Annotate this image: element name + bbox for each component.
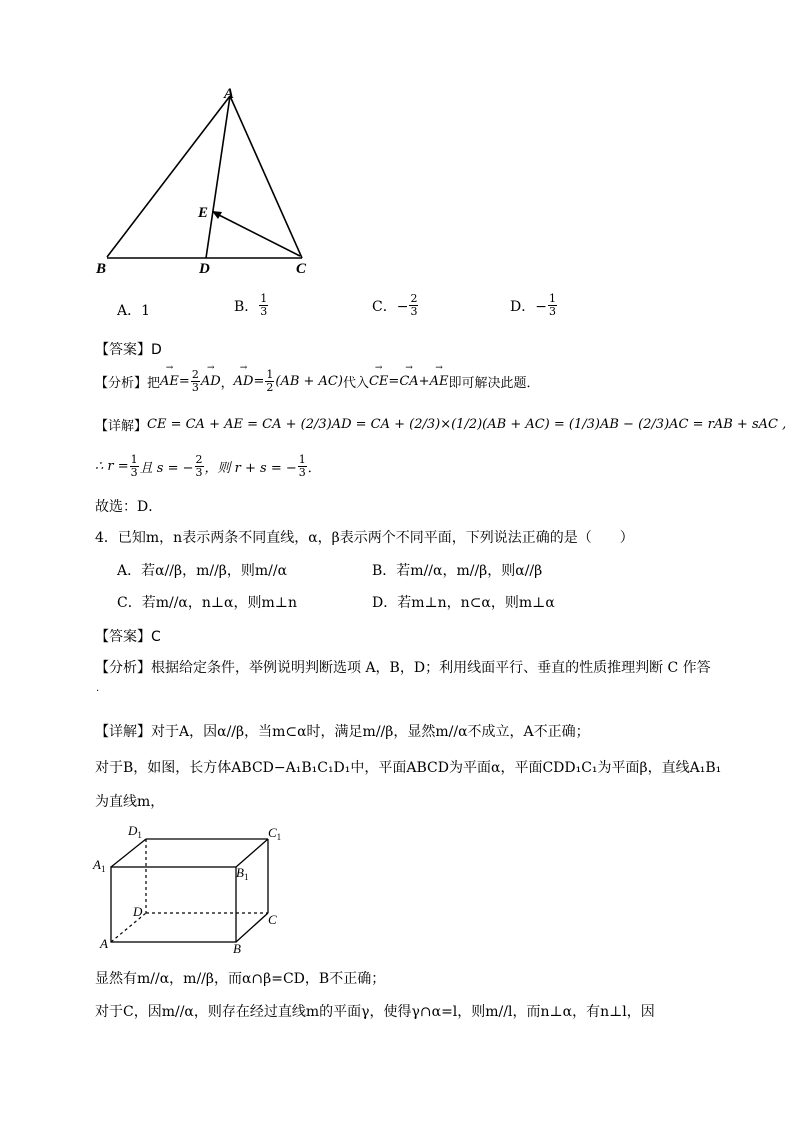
label-A: A (224, 86, 235, 102)
q3-answer (95, 339, 162, 359)
triangle-figure (90, 80, 330, 280)
cuboid-figure (90, 820, 290, 960)
label-D: D (133, 904, 143, 919)
fraction: $\frac{1}{3}$ (130, 453, 138, 479)
fraction: $\frac{1}{2}$ (266, 368, 274, 394)
q3-choose: 故选：D． (95, 499, 163, 515)
q4-option-d: D．若m⊥n，n⊂α，则m⊥α (372, 595, 555, 611)
q4-option-b: B．若m//α，m//β，则α//β (372, 563, 543, 579)
q4-detail-line1: 【详解】对于A，因α//β，当m⊂α时，满足m//β，显然m//α不成立，A不正确； (95, 724, 590, 740)
answer-tag: 【答案】 (95, 342, 151, 358)
label-C1: $C_1$ (268, 825, 282, 842)
detail-tag: 【详解】 (95, 724, 151, 740)
label-D: D (199, 261, 210, 277)
q4-answer (95, 626, 161, 646)
fraction: $\frac{2}{3}$ (191, 368, 199, 394)
q3-option-d: D．− $\frac{1}{3}$ (510, 292, 556, 318)
q4-detail-line4: 显然有m//α，m//β，而α∩β=CD，B不正确； (95, 971, 386, 987)
fraction: $\frac{1}{3}$ (298, 453, 306, 479)
q3-detail-line1: 【详解】 CE = CA + AE = CA + (2/3)AD = CA + (2/3)×(1/2)(AB + AC) = (1/3)AB − (2/3)AC = rAB + sAC , (95, 417, 787, 434)
label-A1: $A_1$ (93, 857, 106, 874)
q4-detail-line3: 为直线m， (95, 794, 165, 810)
q3-detail-line2: ∴ r = $\frac{1}{3}$ 且 s = − $\frac{2}{3}$ ，则 r + s = − $\frac{1}{3}$ ． (95, 453, 321, 479)
label-A: A (100, 936, 108, 951)
fraction: $\frac{2}{3}$ (195, 453, 203, 479)
q3-option-c: C．− $\frac{2}{3}$ (372, 292, 418, 318)
label-C: C (296, 261, 307, 277)
analysis-tag: 【分析】 (95, 376, 148, 391)
label-D1: $D_1$ (128, 823, 142, 840)
fraction: $\frac{1}{3}$ (548, 292, 556, 318)
q4-analysis: 【分析】根据给定条件，举例说明判断选项 A，B，D；利用线面平行、垂直的性质推理判断 C 作答 (95, 660, 711, 676)
label-E: E (198, 205, 209, 221)
q3-analysis: 【分析】 把 → AE = $\frac{2}{3}$ → AD ， → AD = $\frac{1}{2}$ (AB + AC) 代入 → CE = → CA + → AE 即可解决此题． (95, 369, 539, 394)
label-C: C (268, 912, 277, 927)
fraction: $\frac{2}{3}$ (410, 292, 418, 318)
label-B1: $B_1$ (236, 865, 249, 882)
analysis-tag: 【分析】 (95, 660, 151, 676)
label-B: B (96, 261, 107, 277)
q4-option-c: C．若m//α，n⊥α，则m⊥n (117, 595, 297, 611)
detail-tag: 【详解】 (95, 419, 148, 434)
answer-tag: 【答案】 (95, 629, 151, 645)
answer-value: D (151, 342, 162, 358)
q4-option-a: A．若α//β，m//β，则m//α (117, 563, 288, 579)
q4-stem: 4．已知m，n表示两条不同直线，α，β表示两个不同平面，下列说法正确的是（ ） (95, 530, 634, 546)
fraction: $\frac{1}{3}$ (260, 292, 268, 318)
q3-option-a: A．1 (117, 303, 151, 319)
label-B: B (233, 941, 241, 956)
q4-analysis-dot: . (96, 683, 100, 694)
q4-detail-line5: 对于C，因m//α，则存在经过直线m的平面γ，使得γ∩α=l，则m//l，而n⊥α，有n⊥l，因 (95, 1004, 655, 1020)
answer-value: C (151, 629, 161, 645)
q4-detail-line2: 对于B，如图，长方体ABCD−A₁B₁C₁D₁中，平面ABCD为平面α，平面CDD₁C₁为平面β，直线A₁B₁ (95, 760, 722, 776)
q3-option-b: B． $\frac{1}{3}$ (234, 292, 268, 318)
